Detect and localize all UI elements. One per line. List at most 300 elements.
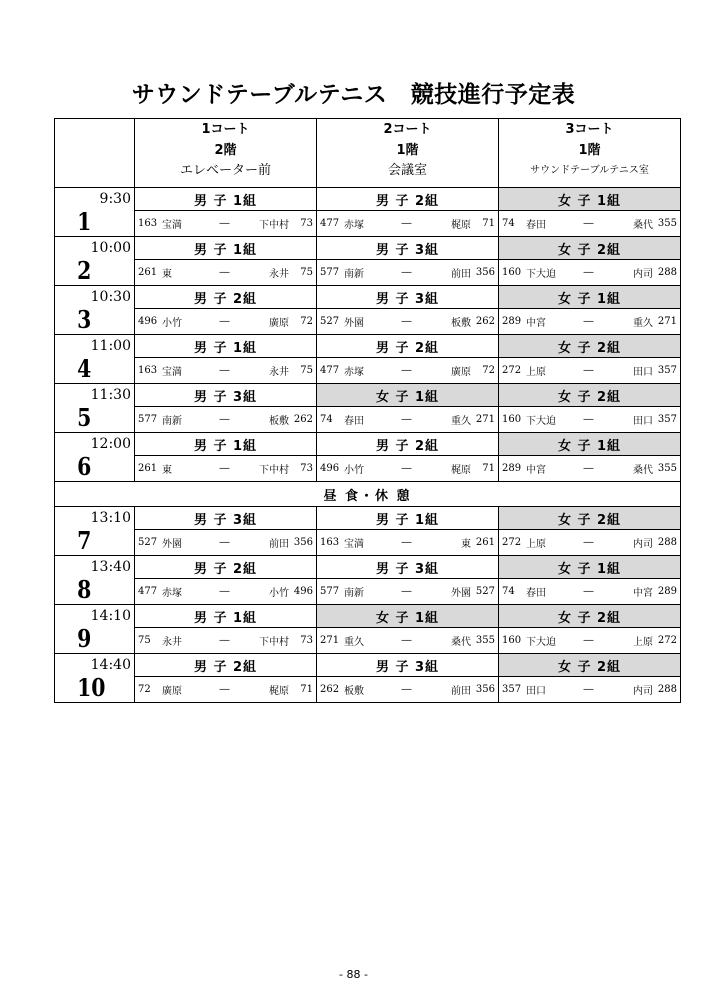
player-b-number: 355 xyxy=(657,218,677,229)
match-row xyxy=(55,579,681,605)
court-floor: 1階 xyxy=(396,143,419,158)
match-cell xyxy=(499,309,681,335)
match-line xyxy=(135,314,316,329)
group-label: 男 子 1組 xyxy=(135,605,317,628)
match-row xyxy=(55,211,681,237)
match-cell xyxy=(499,530,681,556)
match-row xyxy=(55,530,681,556)
match-line xyxy=(317,363,498,378)
court-place: 会議室 xyxy=(387,163,427,178)
match-line xyxy=(317,461,498,476)
player-a-name: 南新 xyxy=(162,416,182,427)
versus-dash: ― xyxy=(583,316,594,327)
match-cell xyxy=(135,456,317,482)
court-header-2 xyxy=(317,119,499,188)
match-row xyxy=(55,456,681,482)
match-cell xyxy=(317,358,499,384)
group-label: 男 子 3組 xyxy=(135,384,317,407)
player-a-name: 中宮 xyxy=(526,465,546,476)
time-slot-cell xyxy=(55,384,135,433)
match-row xyxy=(55,309,681,335)
player-b-name: 下中村 xyxy=(259,220,289,231)
versus-dash: ― xyxy=(583,267,594,278)
versus-dash: ― xyxy=(219,586,230,597)
time-slot-cell xyxy=(55,335,135,384)
player-a-name: 赤塚 xyxy=(162,588,182,599)
slot-number: 6 xyxy=(77,452,92,481)
match-cell xyxy=(499,456,681,482)
player-a-number: 357 xyxy=(502,684,522,695)
player-b-name: 内司 xyxy=(633,269,653,280)
slot-time: 14:10 xyxy=(90,608,131,624)
match-row xyxy=(55,260,681,286)
player-a-number: 477 xyxy=(320,218,340,229)
match-cell xyxy=(135,677,317,703)
match-line xyxy=(135,682,316,697)
player-b-number: 527 xyxy=(475,586,495,597)
player-b-number: 271 xyxy=(657,316,677,327)
match-cell xyxy=(317,260,499,286)
match-line xyxy=(317,412,498,427)
group-label: 女 子 1組 xyxy=(499,556,681,579)
match-line xyxy=(317,633,498,648)
group-label: 男 子 2組 xyxy=(135,654,317,677)
player-b-name: 内司 xyxy=(633,539,653,550)
match-line xyxy=(317,265,498,280)
header-row xyxy=(55,119,681,188)
player-b-name: 板敷 xyxy=(269,416,289,427)
slot-time: 12:00 xyxy=(90,436,131,452)
group-label: 女 子 2組 xyxy=(499,654,681,677)
match-row xyxy=(55,407,681,433)
group-label: 女 子 1組 xyxy=(499,286,681,309)
versus-dash: ― xyxy=(583,414,594,425)
court-place: サウンドテーブルテニス室 xyxy=(530,165,649,176)
player-b-name: 東 xyxy=(461,539,471,550)
group-label: 男 子 3組 xyxy=(135,507,317,530)
match-cell xyxy=(135,579,317,605)
player-b-number: 356 xyxy=(475,267,495,278)
slot-number: 9 xyxy=(77,624,92,653)
player-a-number: 496 xyxy=(138,316,158,327)
player-a-name: 上原 xyxy=(526,539,546,550)
player-a-name: 春田 xyxy=(526,588,546,599)
match-cell xyxy=(317,309,499,335)
match-line xyxy=(135,363,316,378)
player-a-name: 重久 xyxy=(344,637,364,648)
match-line xyxy=(317,584,498,599)
player-b-name: 桑代 xyxy=(451,637,471,648)
slot-number: 10 xyxy=(77,673,106,702)
group-row xyxy=(55,384,681,407)
player-a-name: 永井 xyxy=(162,637,182,648)
match-line xyxy=(499,461,680,476)
group-label: 男 子 3組 xyxy=(317,654,499,677)
match-cell xyxy=(317,677,499,703)
match-cell xyxy=(317,211,499,237)
player-b-number: 357 xyxy=(657,365,677,376)
match-cell xyxy=(135,358,317,384)
player-b-number: 288 xyxy=(657,684,677,695)
player-b-number: 75 xyxy=(300,267,313,278)
player-b-name: 廣原 xyxy=(269,318,289,329)
player-a-name: 小竹 xyxy=(162,318,182,329)
match-cell xyxy=(135,260,317,286)
court-name: 1コート xyxy=(201,122,250,137)
player-a-name: 宝満 xyxy=(344,539,364,550)
lunch-break-label: 昼 食・休 憩 xyxy=(55,482,681,507)
player-a-number: 75 xyxy=(138,635,151,646)
match-line xyxy=(499,633,680,648)
player-a-number: 272 xyxy=(502,365,522,376)
slot-number: 4 xyxy=(77,354,92,383)
match-row xyxy=(55,358,681,384)
player-b-name: 田口 xyxy=(633,367,653,378)
player-a-name: 下大迫 xyxy=(526,637,556,648)
player-a-number: 261 xyxy=(138,267,158,278)
slot-time: 11:00 xyxy=(90,338,131,354)
player-a-number: 160 xyxy=(502,267,522,278)
page-title: サウンドテーブルテニス 競技進行予定表 xyxy=(131,82,576,108)
match-line xyxy=(135,412,316,427)
versus-dash: ― xyxy=(583,463,594,474)
match-line xyxy=(135,265,316,280)
player-b-number: 73 xyxy=(300,635,313,646)
player-b-name: 板敷 xyxy=(451,318,471,329)
player-b-name: 桑代 xyxy=(633,220,653,231)
player-a-name: 赤塚 xyxy=(344,367,364,378)
match-line xyxy=(499,363,680,378)
group-label: 女 子 2組 xyxy=(499,605,681,628)
versus-dash: ― xyxy=(219,684,230,695)
match-line xyxy=(317,216,498,231)
player-a-number: 577 xyxy=(138,414,158,425)
match-cell xyxy=(499,407,681,433)
player-a-number: 160 xyxy=(502,414,522,425)
player-a-name: 上原 xyxy=(526,367,546,378)
match-cell xyxy=(317,456,499,482)
match-cell xyxy=(317,628,499,654)
player-a-number: 261 xyxy=(138,463,158,474)
player-a-number: 527 xyxy=(138,537,158,548)
match-line xyxy=(317,314,498,329)
match-line xyxy=(135,216,316,231)
player-a-number: 289 xyxy=(502,463,522,474)
player-b-name: 中宮 xyxy=(633,588,653,599)
player-a-name: 宝満 xyxy=(162,367,182,378)
slot-number: 3 xyxy=(77,305,92,334)
player-b-number: 355 xyxy=(475,635,495,646)
versus-dash: ― xyxy=(219,218,230,229)
player-b-number: 272 xyxy=(657,635,677,646)
player-b-number: 289 xyxy=(657,586,677,597)
player-b-number: 71 xyxy=(482,218,495,229)
group-label: 男 子 2組 xyxy=(317,335,499,358)
player-a-name: 赤塚 xyxy=(344,220,364,231)
player-a-number: 74 xyxy=(502,586,515,597)
player-a-name: 宝満 xyxy=(162,220,182,231)
match-line xyxy=(135,584,316,599)
group-label: 男 子 1組 xyxy=(135,433,317,456)
player-b-number: 356 xyxy=(293,537,313,548)
player-a-number: 262 xyxy=(320,684,340,695)
group-row xyxy=(55,335,681,358)
player-a-number: 74 xyxy=(320,414,333,425)
player-b-name: 小竹 xyxy=(269,588,289,599)
match-cell xyxy=(499,628,681,654)
slot-number: 7 xyxy=(77,526,92,555)
group-label: 男 子 3組 xyxy=(317,237,499,260)
header-corner xyxy=(55,119,135,188)
versus-dash: ― xyxy=(219,316,230,327)
schedule-body xyxy=(55,119,681,703)
player-a-name: 下大迫 xyxy=(526,269,556,280)
versus-dash: ― xyxy=(401,414,412,425)
player-a-name: 田口 xyxy=(526,686,546,697)
player-b-number: 355 xyxy=(657,463,677,474)
group-label: 女 子 2組 xyxy=(499,237,681,260)
versus-dash: ― xyxy=(219,267,230,278)
match-cell xyxy=(499,260,681,286)
player-b-name: 永井 xyxy=(269,269,289,280)
player-b-number: 75 xyxy=(300,365,313,376)
group-label: 女 子 2組 xyxy=(499,335,681,358)
versus-dash: ― xyxy=(401,218,412,229)
match-cell xyxy=(317,579,499,605)
court-header-3 xyxy=(499,119,681,188)
slot-time: 11:30 xyxy=(90,387,131,403)
player-a-number: 160 xyxy=(502,635,522,646)
schedule-table xyxy=(54,118,681,703)
player-a-name: 下大迫 xyxy=(526,416,556,427)
group-label: 男 子 3組 xyxy=(317,286,499,309)
versus-dash: ― xyxy=(583,635,594,646)
group-row xyxy=(55,433,681,456)
slot-time: 10:00 xyxy=(90,240,131,256)
versus-dash: ― xyxy=(401,537,412,548)
player-b-number: 262 xyxy=(475,316,495,327)
group-label: 男 子 1組 xyxy=(135,335,317,358)
player-b-number: 72 xyxy=(300,316,313,327)
player-a-number: 272 xyxy=(502,537,522,548)
time-slot-cell xyxy=(55,237,135,286)
match-cell xyxy=(317,407,499,433)
player-b-number: 262 xyxy=(293,414,313,425)
versus-dash: ― xyxy=(219,463,230,474)
player-b-number: 288 xyxy=(657,537,677,548)
player-b-name: 永井 xyxy=(269,367,289,378)
versus-dash: ― xyxy=(401,635,412,646)
player-a-name: 廣原 xyxy=(162,686,182,697)
match-line xyxy=(499,535,680,550)
court-name: 2コート xyxy=(383,122,432,137)
versus-dash: ― xyxy=(583,684,594,695)
versus-dash: ― xyxy=(583,537,594,548)
player-b-name: 前田 xyxy=(451,269,471,280)
player-b-name: 桑代 xyxy=(633,465,653,476)
player-a-number: 72 xyxy=(138,684,151,695)
slot-time: 10:30 xyxy=(90,289,131,305)
group-label: 女 子 1組 xyxy=(499,188,681,211)
match-line xyxy=(135,461,316,476)
time-slot-cell xyxy=(55,556,135,605)
player-b-number: 72 xyxy=(482,365,495,376)
player-b-number: 496 xyxy=(293,586,313,597)
court-name: 3コート xyxy=(565,122,614,137)
group-label: 女 子 1組 xyxy=(499,433,681,456)
player-b-number: 356 xyxy=(475,684,495,695)
group-label: 女 子 1組 xyxy=(317,384,499,407)
match-line xyxy=(135,535,316,550)
versus-dash: ― xyxy=(219,414,230,425)
player-a-name: 小竹 xyxy=(344,465,364,476)
player-b-number: 288 xyxy=(657,267,677,278)
time-slot-cell xyxy=(55,286,135,335)
match-cell xyxy=(499,211,681,237)
match-cell xyxy=(135,530,317,556)
player-a-number: 477 xyxy=(320,365,340,376)
player-b-name: 田口 xyxy=(633,416,653,427)
player-a-number: 271 xyxy=(320,635,340,646)
player-b-name: 前田 xyxy=(451,686,471,697)
player-a-name: 外園 xyxy=(162,539,182,550)
versus-dash: ― xyxy=(583,218,594,229)
player-b-number: 71 xyxy=(300,684,313,695)
group-row xyxy=(55,654,681,677)
player-b-number: 73 xyxy=(300,218,313,229)
group-row xyxy=(55,556,681,579)
slot-time: 14:40 xyxy=(90,657,131,673)
player-a-number: 163 xyxy=(138,218,158,229)
player-a-number: 289 xyxy=(502,316,522,327)
player-a-number: 163 xyxy=(320,537,340,548)
group-label: 女 子 2組 xyxy=(499,384,681,407)
group-row xyxy=(55,286,681,309)
player-b-number: 73 xyxy=(300,463,313,474)
match-cell xyxy=(499,358,681,384)
player-b-name: 重久 xyxy=(633,318,653,329)
player-b-number: 357 xyxy=(657,414,677,425)
group-label: 男 子 2組 xyxy=(135,286,317,309)
group-row xyxy=(55,188,681,211)
group-label: 女 子 1組 xyxy=(317,605,499,628)
player-a-number: 74 xyxy=(502,218,515,229)
versus-dash: ― xyxy=(219,537,230,548)
match-line xyxy=(317,535,498,550)
versus-dash: ― xyxy=(401,267,412,278)
versus-dash: ― xyxy=(401,586,412,597)
versus-dash: ― xyxy=(401,684,412,695)
player-b-number: 271 xyxy=(475,414,495,425)
match-cell xyxy=(499,677,681,703)
group-label: 女 子 2組 xyxy=(499,507,681,530)
match-cell xyxy=(135,309,317,335)
slot-time: 13:10 xyxy=(90,510,131,526)
player-a-name: 板敷 xyxy=(344,686,364,697)
match-line xyxy=(499,265,680,280)
court-floor: 2階 xyxy=(214,143,237,158)
time-slot-cell xyxy=(55,188,135,237)
time-slot-cell xyxy=(55,654,135,703)
slot-number: 2 xyxy=(77,256,92,285)
slot-number: 8 xyxy=(77,575,92,604)
group-row xyxy=(55,507,681,530)
slot-number: 5 xyxy=(77,403,92,432)
player-b-name: 梶原 xyxy=(451,220,471,231)
player-a-name: 外園 xyxy=(344,318,364,329)
slot-number: 1 xyxy=(77,207,92,236)
match-line xyxy=(499,682,680,697)
versus-dash: ― xyxy=(583,365,594,376)
player-a-name: 南新 xyxy=(344,588,364,599)
group-label: 男 子 3組 xyxy=(317,556,499,579)
court-place: エレベーター前 xyxy=(179,163,271,178)
group-row xyxy=(55,237,681,260)
versus-dash: ― xyxy=(583,586,594,597)
player-b-name: 梶原 xyxy=(269,686,289,697)
match-row xyxy=(55,628,681,654)
versus-dash: ― xyxy=(401,316,412,327)
player-a-number: 496 xyxy=(320,463,340,474)
player-a-number: 577 xyxy=(320,267,340,278)
group-row xyxy=(55,605,681,628)
match-row xyxy=(55,677,681,703)
group-label: 男 子 1組 xyxy=(317,507,499,530)
match-cell xyxy=(135,407,317,433)
match-line xyxy=(499,412,680,427)
match-line xyxy=(499,216,680,231)
player-b-name: 下中村 xyxy=(259,465,289,476)
player-a-number: 477 xyxy=(138,586,158,597)
match-cell xyxy=(317,530,499,556)
player-b-name: 廣原 xyxy=(451,367,471,378)
court-header-1 xyxy=(135,119,317,188)
versus-dash: ― xyxy=(219,365,230,376)
group-label: 男 子 2組 xyxy=(317,433,499,456)
slot-time: 13:40 xyxy=(90,559,131,575)
match-line xyxy=(135,633,316,648)
match-cell xyxy=(499,579,681,605)
group-label: 男 子 2組 xyxy=(135,556,317,579)
group-label: 男 子 1組 xyxy=(135,188,317,211)
match-line xyxy=(499,584,680,599)
time-slot-cell xyxy=(55,507,135,556)
player-a-name: 春田 xyxy=(344,416,364,427)
versus-dash: ― xyxy=(219,635,230,646)
player-a-name: 南新 xyxy=(344,269,364,280)
lunch-break-row xyxy=(55,482,681,507)
player-a-name: 東 xyxy=(162,465,172,476)
player-a-number: 163 xyxy=(138,365,158,376)
match-cell xyxy=(135,211,317,237)
time-slot-cell xyxy=(55,605,135,654)
page-number: - 88 - xyxy=(339,968,368,981)
player-b-name: 重久 xyxy=(451,416,471,427)
versus-dash: ― xyxy=(401,463,412,474)
versus-dash: ― xyxy=(401,365,412,376)
player-a-number: 577 xyxy=(320,586,340,597)
player-a-name: 中宮 xyxy=(526,318,546,329)
player-b-name: 内司 xyxy=(633,686,653,697)
match-line xyxy=(499,314,680,329)
group-label: 男 子 2組 xyxy=(317,188,499,211)
player-b-name: 外園 xyxy=(451,588,471,599)
player-b-name: 梶原 xyxy=(451,465,471,476)
time-slot-cell xyxy=(55,433,135,482)
player-b-name: 下中村 xyxy=(259,637,289,648)
slot-time: 9:30 xyxy=(99,191,131,207)
group-label: 男 子 1組 xyxy=(135,237,317,260)
